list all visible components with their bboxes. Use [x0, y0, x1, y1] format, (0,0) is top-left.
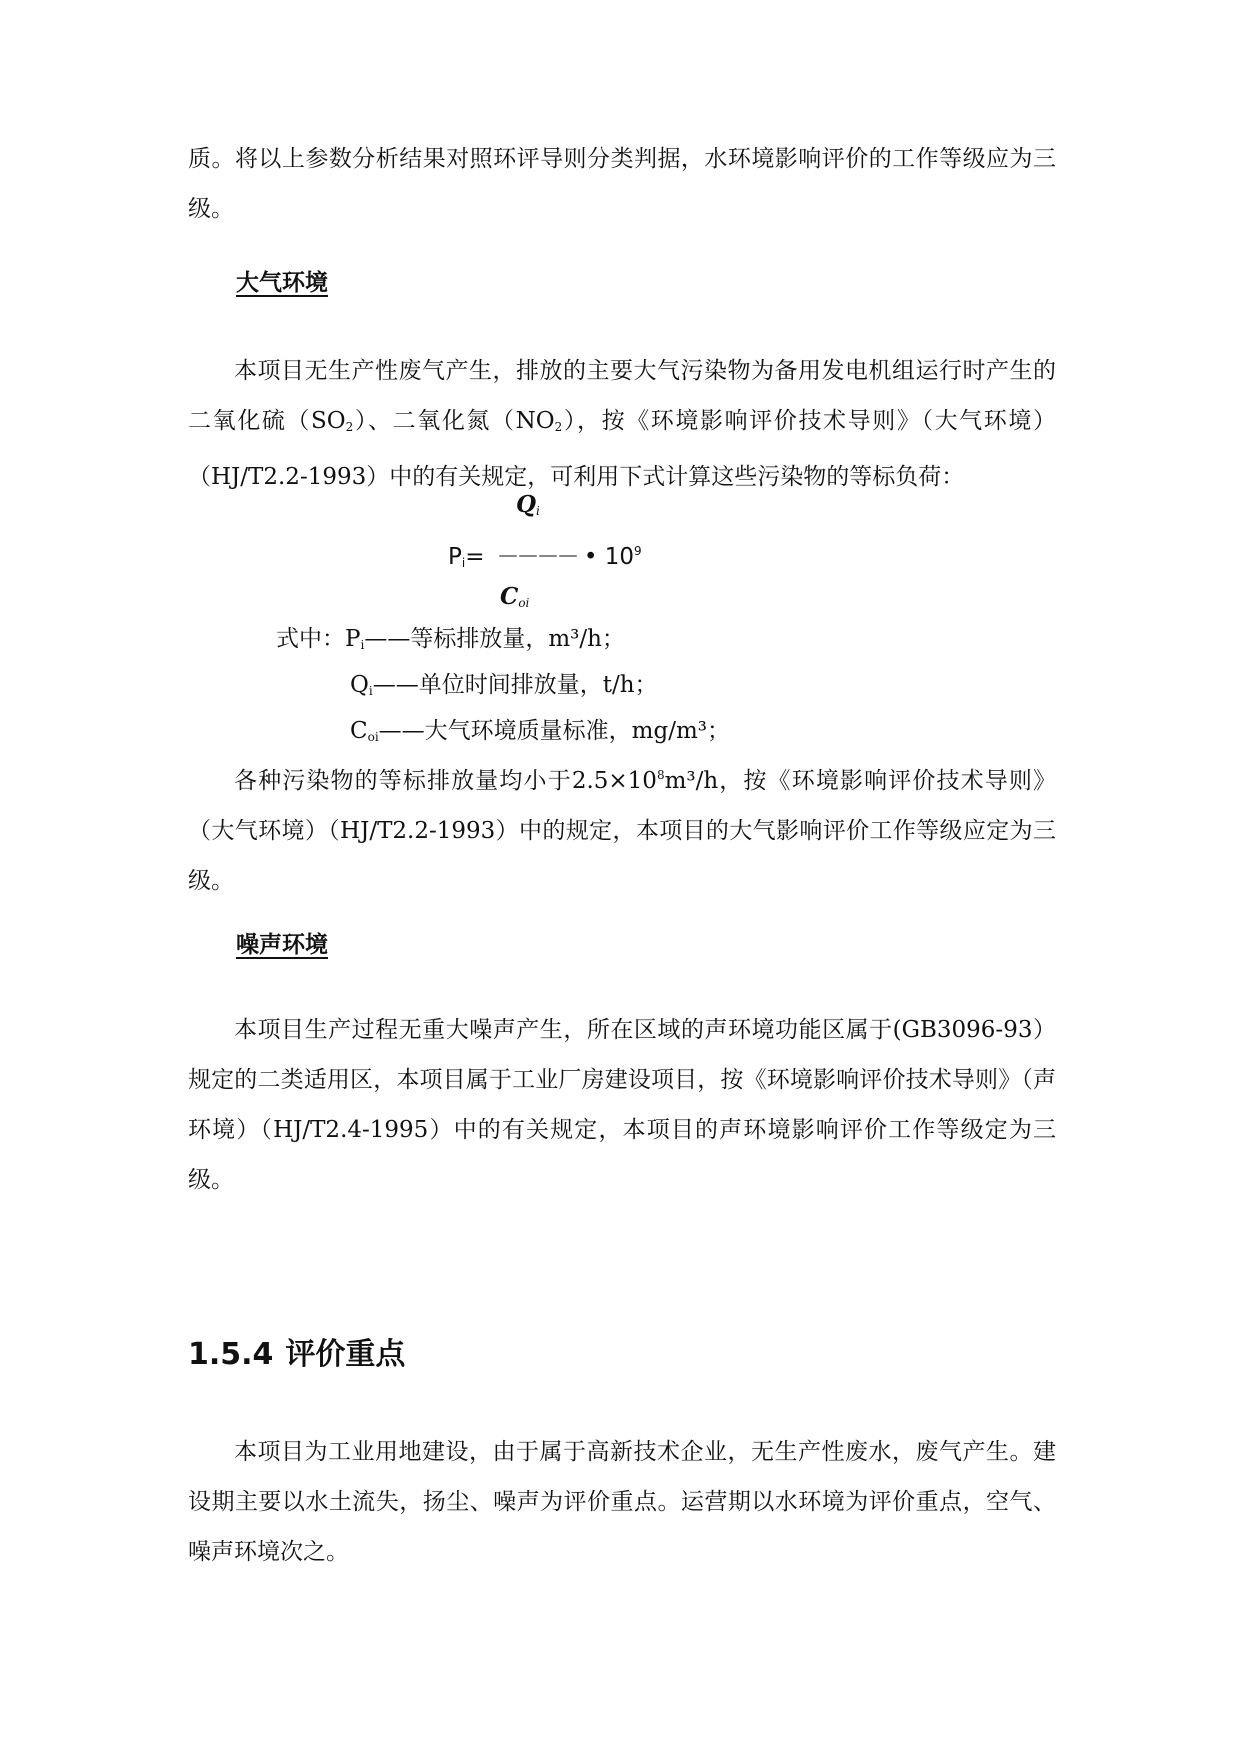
paragraph-air-conclusion: 各种污染物的等标排放量均小于$2.5\times 10^8m^3/h$，按《环境影响评价技术导则》（大气环境）（HJ/T2.2-1993）中的规定，本项目的大气影响评价工作等级应定为三级。 — [188, 768, 1056, 894]
section-title: 评价重点 — [285, 1337, 406, 1372]
definition-qi: $Q_i——$单位时间排放量，t/h； — [350, 672, 658, 698]
paragraph-water-conclusion: 质。将以上参数分析结果对照环评导则分类判据，水环境影响评价的工作等级应为三级。 — [188, 146, 1056, 222]
heading-air-environment: 大气环境 — [236, 270, 328, 296]
definition-coi: $C_{oi}——$大气环境质量标准，mg/m³； — [350, 718, 730, 744]
section-heading-evaluation-focus — [188, 1335, 405, 1375]
formula-denominator: $C_{oi}$ — [500, 583, 530, 610]
heading-noise-environment: 噪声环境 — [236, 932, 328, 958]
air-intro-part-a: 本项目无生产性废气产生，排放的主要大气污染物为备用发电机组运行时产生的二氧化硫（SO — [188, 358, 1056, 434]
paragraph-evaluation-focus: 本项目为工业用地建设，由于属于高新技术企业，无生产性废水，废气产生。建设期主要以水土流失，扬尘、噪声为评价重点。运营期以水环境为评价重点，空气、噪声环境次之。 — [188, 1439, 1056, 1565]
paragraph-air-intro — [188, 346, 1056, 502]
section-number: 1.5.4 — [188, 1337, 274, 1372]
formula-main-line: $P_i=$ －－－－ • $10^9$ — [448, 544, 642, 570]
no2-subscript: 2 — [554, 420, 563, 434]
air-intro-part-b: ）、二氧化氮（NO — [353, 408, 555, 434]
formula-numerator: $Q_i$ — [516, 491, 540, 518]
air-intro-part-c: ），按《环境影响评价技术导则》（大气环境）（HJ/T2.2-1993）中的有关规定，可利用下式计算这些污染物的等标负荷： — [188, 408, 1057, 490]
so2-subscript: 2 — [345, 420, 354, 434]
definition-pi: 式中：$P_i——$等标排放量，m³/h； — [276, 626, 625, 652]
paragraph-noise: 本项目生产过程无重大噪声产生，所在区域的声环境功能区属于(GB3096-93）规定的二类适用区，本项目属于工业厂房建设项目，按《环境影响评价技术导则》（声环境）（HJ/T2.4-1995）中的有关规定，本项目的声环境影响评价工作等级定为三级。 — [188, 1017, 1056, 1193]
fraction-bar: －－－－ — [496, 544, 577, 570]
